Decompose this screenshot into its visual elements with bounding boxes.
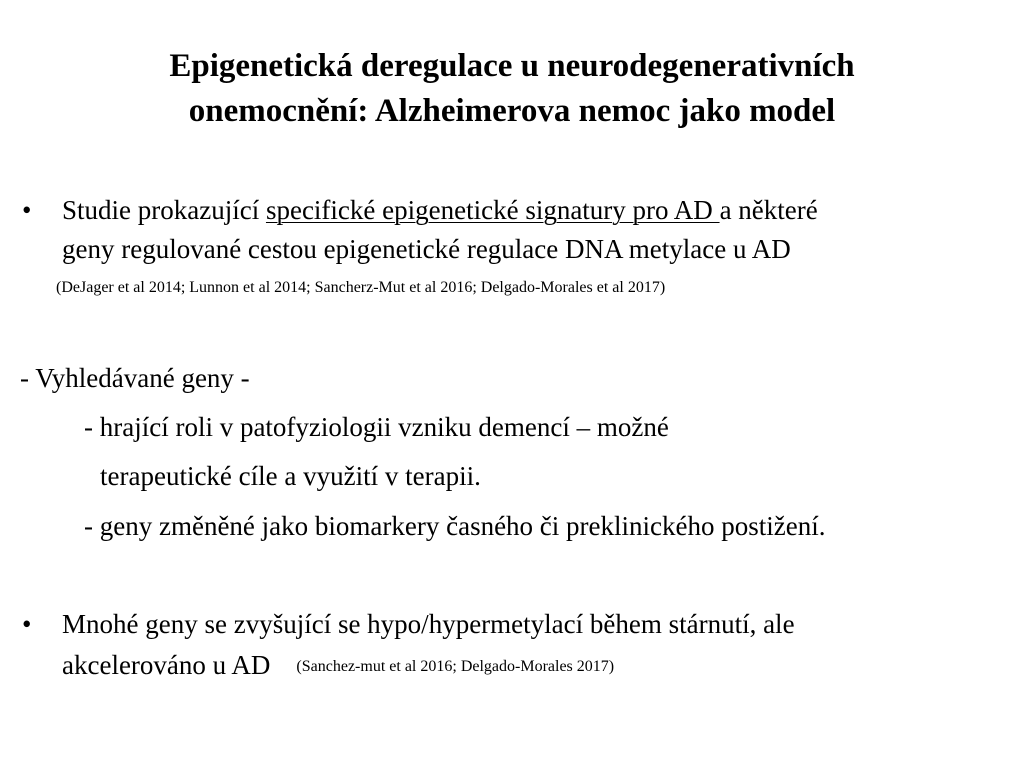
slide-title-line-2: onemocnění: Alzheimerova nemoc jako model bbox=[188, 93, 836, 129]
bullet-1-citation: (DeJager et al 2014; Lunnon et al 2014; Sancherz-Mut et al 2016; Delgado-Morales et al 2017) bbox=[56, 279, 666, 296]
bullet-1-underlined-text: specifické epigenetické signatury pro AD bbox=[265, 195, 720, 225]
searched-genes-heading: - Vyhledávané geny - bbox=[20, 363, 250, 393]
slide-title bbox=[0, 44, 1024, 134]
bullet-1-line-1 bbox=[62, 193, 818, 227]
searched-genes-item-2: - geny změněné jako biomarkery časného či preklinického postižení. bbox=[84, 511, 826, 541]
bullet-2-marker: • bbox=[22, 609, 32, 639]
bullet-2-citation: (Sanchez-mut et al 2016; Delgado-Morales 2017) bbox=[296, 658, 615, 675]
searched-genes-item-1-line-1: - hrající roli v patofyziologii vzniku demencí – možné bbox=[84, 412, 669, 442]
bullet-1-line-2: geny regulované cestou epigenetické regulace DNA metylace u AD bbox=[62, 234, 791, 264]
bullet-2-line-2 bbox=[62, 648, 615, 682]
searched-genes-item-1-line-2: terapeutické cíle a využití v terapii. bbox=[100, 461, 481, 491]
bullet-1-text-before: Studie prokazující bbox=[62, 195, 266, 225]
bullet-1-marker: • bbox=[22, 195, 32, 225]
bullet-1-text-after: a některé bbox=[719, 195, 818, 225]
slide-title-line-1: Epigenetická deregulace u neurodegenerativních bbox=[169, 48, 855, 84]
bullet-2-line-2-text: akcelerováno u AD bbox=[62, 650, 271, 680]
bullet-2-line-1: Mnohé geny se zvyšující se hypo/hypermetylací během stárnutí, ale bbox=[62, 609, 795, 639]
